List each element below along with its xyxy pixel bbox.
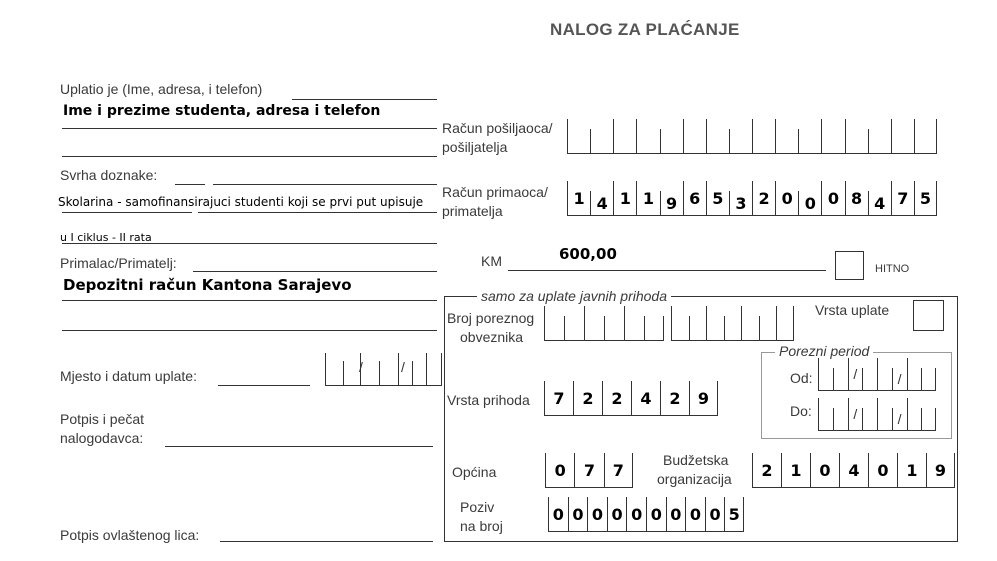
budzetska-cell[interactable]: 1 [781,453,810,487]
posiljaoca-cell[interactable] [683,119,706,153]
potpis-lica-label: Potpis ovlaštenog lica: [60,527,200,543]
doBoxes-cell[interactable] [877,398,892,430]
porezniA-cell[interactable] [584,306,604,340]
posiljaoca-cell[interactable] [798,129,821,153]
doBoxes-cell[interactable] [833,408,848,430]
primaoca-cell[interactable]: 0 [821,181,844,215]
poziv-cell[interactable]: 5 [724,497,744,531]
primaoca-cell[interactable]: 4 [590,191,613,215]
opcina-boxes[interactable] [545,453,633,488]
broj-poreznog-boxes-b[interactable] [671,306,794,341]
doBoxes-cell[interactable] [892,408,907,430]
javni-prihodi-legend: samo za uplate javnih prihoda [477,288,671,304]
primaoca-cell[interactable]: 4 [868,191,891,215]
odBoxes-cell[interactable] [818,358,833,390]
odBoxes-cell[interactable] [833,368,848,390]
poziv-cell[interactable]: 0 [685,497,705,531]
broj-poreznog-label-2: obveznika [460,329,524,345]
amount-value[interactable]: 600,00 [559,245,617,263]
do-label: Do: [790,403,812,419]
primaoca-cell[interactable]: 1 [613,181,636,215]
doBoxes-cell[interactable] [921,408,936,430]
datum-slash-1: / [359,359,363,375]
posiljaoca-cell[interactable] [590,129,613,153]
mjesto-label: Mjesto i datum uplate: [60,368,197,384]
porezniB-cell[interactable] [741,306,759,340]
primalac-value[interactable]: Depozitni račun Kantona Sarajevo [63,276,352,294]
svrha-line-d [198,212,437,213]
budzetska-cell[interactable]: 1 [897,453,926,487]
opcina-cell[interactable]: 7 [604,453,633,487]
primalac-label: Primalac/Primatelj: [60,255,177,271]
posiljaoca-cell[interactable] [891,119,914,153]
porezni-period-legend: Porezni period [775,343,873,359]
poziv-cell[interactable]: 0 [568,497,588,531]
budzetska-cell[interactable]: 0 [810,453,839,487]
doBoxes-cell[interactable] [862,408,877,430]
posiljaoca-cell[interactable] [868,129,891,153]
vrsta-uplate-box[interactable] [913,300,944,331]
vrstaPrihoda-cell[interactable]: 7 [544,381,573,415]
budzetska-label-1: Budžetska [663,452,729,468]
poziv-cell[interactable]: 0 [607,497,627,531]
potpis-nalog-line[interactable] [165,446,433,447]
posiljaoca-cell[interactable] [729,129,752,153]
poziv-cell[interactable]: 0 [626,497,646,531]
uplatio-line-2 [62,128,437,129]
primaoca-cell[interactable]: 0 [798,191,821,215]
primaoca-cell[interactable]: 5 [914,181,937,215]
odBoxes-cell[interactable] [921,368,936,390]
posiljaoca-cell[interactable] [567,119,590,153]
primaoca-cell[interactable]: 5 [706,181,729,215]
svrha-line-a [175,184,205,185]
opcina-cell[interactable]: 0 [545,453,574,487]
budzetska-cell[interactable]: 2 [752,453,781,487]
broj-poreznog-label-1: Broj poreznog [447,310,535,326]
posiljaoca-cell[interactable] [613,119,636,153]
porezniB-cell[interactable] [671,306,689,340]
poziv-label-1: Poziv [460,499,495,515]
budzetska-label-2: organizacija [657,471,732,487]
porezniB-cell[interactable] [759,316,777,340]
svrha-line-e [62,243,437,244]
broj-poreznog-boxes-a[interactable] [544,306,664,341]
uplatio-line [292,99,437,100]
racun-primaoca-label-1: Račun primaoca/ [442,184,548,200]
potpis-nalog-label-1: Potpis i pečat [60,411,145,427]
odBoxes-cell[interactable] [848,358,863,390]
vrsta-prihoda-label: Vrsta prihoda [447,392,530,408]
doBoxes-cell[interactable] [848,398,863,430]
km-line [508,270,826,271]
porezniA-cell[interactable] [644,316,664,340]
period-slash: / [853,406,858,422]
posiljaoca-cell[interactable] [752,119,775,153]
uplatio-value[interactable]: Ime i prezime studenta, adresa i telefon [63,103,381,119]
svrha-value-2[interactable]: u I ciklus - II rata [60,231,152,244]
datum-boxes[interactable] [325,353,442,386]
svrha-value-1[interactable]: Skolarina - samofinansirajuci studenti koji se prvi put upisuje [58,195,424,209]
od-boxes[interactable] [818,358,936,391]
poziv-cell[interactable]: 0 [587,497,607,531]
racun-posiljaoca-boxes[interactable] [567,119,937,154]
vrstaPrihoda-cell[interactable]: 4 [631,381,660,415]
period-slash: / [853,366,858,382]
poziv-cell[interactable]: 0 [705,497,725,531]
km-label: KM [481,253,502,269]
poziv-cell[interactable]: 0 [666,497,686,531]
porezniA-cell[interactable] [604,316,624,340]
primalac-line-3 [62,330,437,331]
porezniB-cell[interactable] [706,306,724,340]
primaoca-cell[interactable]: 8 [845,181,868,215]
budzetska-boxes[interactable] [752,453,955,488]
porezniB-cell[interactable] [689,316,707,340]
mjesto-line[interactable] [218,385,310,386]
opcina-cell[interactable]: 7 [574,453,603,487]
posiljaoca-cell[interactable] [706,119,729,153]
uplatio-line-3 [62,156,437,157]
racun-primaoca-boxes[interactable] [567,181,937,216]
primaoca-cell[interactable]: 2 [752,181,775,215]
odBoxes-cell[interactable] [862,368,877,390]
porezniA-cell[interactable] [624,306,644,340]
poziv-label-2: na broj [460,518,503,534]
odBoxes-cell[interactable] [877,358,892,390]
odBoxes-cell[interactable] [907,358,922,390]
vrstaPrihoda-cell[interactable]: 9 [689,381,718,415]
uplatio-label: Uplatio je (Ime, adresa, i telefon) [60,81,263,97]
odBoxes-cell[interactable] [892,368,907,390]
poziv-cell[interactable]: 0 [646,497,666,531]
posiljaoca-cell[interactable] [660,129,683,153]
period-slash: / [897,370,902,387]
porezniA-cell[interactable] [544,306,564,340]
posiljaoca-cell[interactable] [914,119,937,153]
svrha-line-b [213,184,437,185]
form-title: NALOG ZA PLAĆANJE [550,20,740,39]
porezniA-cell[interactable] [564,316,584,340]
potpis-lica-line[interactable] [220,541,433,542]
primalac-line-2 [62,300,437,301]
doBoxes-cell[interactable] [818,398,833,430]
opcina-label: Općina [452,464,497,480]
porezniB-cell[interactable] [776,306,794,340]
doBoxes-cell[interactable] [907,398,922,430]
racun-primaoca-label-2: primatelja [442,203,503,219]
primaoca-cell[interactable]: 3 [729,191,752,215]
racun-posiljaoca-label-2: pošiljatelja [442,139,508,155]
svrha-line-c [62,212,192,213]
primaoca-cell[interactable]: 9 [660,191,683,215]
od-label: Od: [790,370,813,386]
vrstaPrihoda-cell[interactable]: 2 [573,381,602,415]
budzetska-cell[interactable]: 0 [868,453,897,487]
primaoca-cell[interactable]: 7 [891,181,914,215]
period-slash: / [897,410,902,427]
porezniB-cell[interactable] [724,316,742,340]
budzetska-cell[interactable]: 4 [839,453,868,487]
budzetska-cell[interactable]: 9 [926,453,955,487]
primalac-line [193,271,437,272]
posiljaoca-cell[interactable] [845,119,868,153]
poziv-cell[interactable]: 0 [548,497,568,531]
primaoca-cell[interactable]: 1 [636,181,659,215]
hitno-checkbox[interactable] [835,251,864,280]
vrsta-prihoda-boxes[interactable] [544,381,718,416]
vrstaPrihoda-cell[interactable]: 2 [660,381,689,415]
primaoca-cell[interactable]: 6 [683,181,706,215]
vrsta-uplate-label: Vrsta uplate [815,302,890,318]
primaoca-cell[interactable]: 1 [567,181,590,215]
svrha-label: Svrha doznake: [60,167,158,183]
potpis-nalog-label-2: nalogodavca: [60,430,144,446]
racun-posiljaoca-label-1: Račun pošiljaocа/ [442,120,553,136]
do-boxes[interactable] [818,398,936,431]
hitno-label: HITNO [875,263,910,275]
posiljaoca-cell[interactable] [775,119,798,153]
posiljaoca-cell[interactable] [636,119,659,153]
posiljaoca-cell[interactable] [821,119,844,153]
poziv-boxes[interactable] [548,497,744,532]
vrstaPrihoda-cell[interactable]: 2 [602,381,631,415]
primaoca-cell[interactable]: 0 [775,181,798,215]
datum-slash-2: / [401,359,405,375]
